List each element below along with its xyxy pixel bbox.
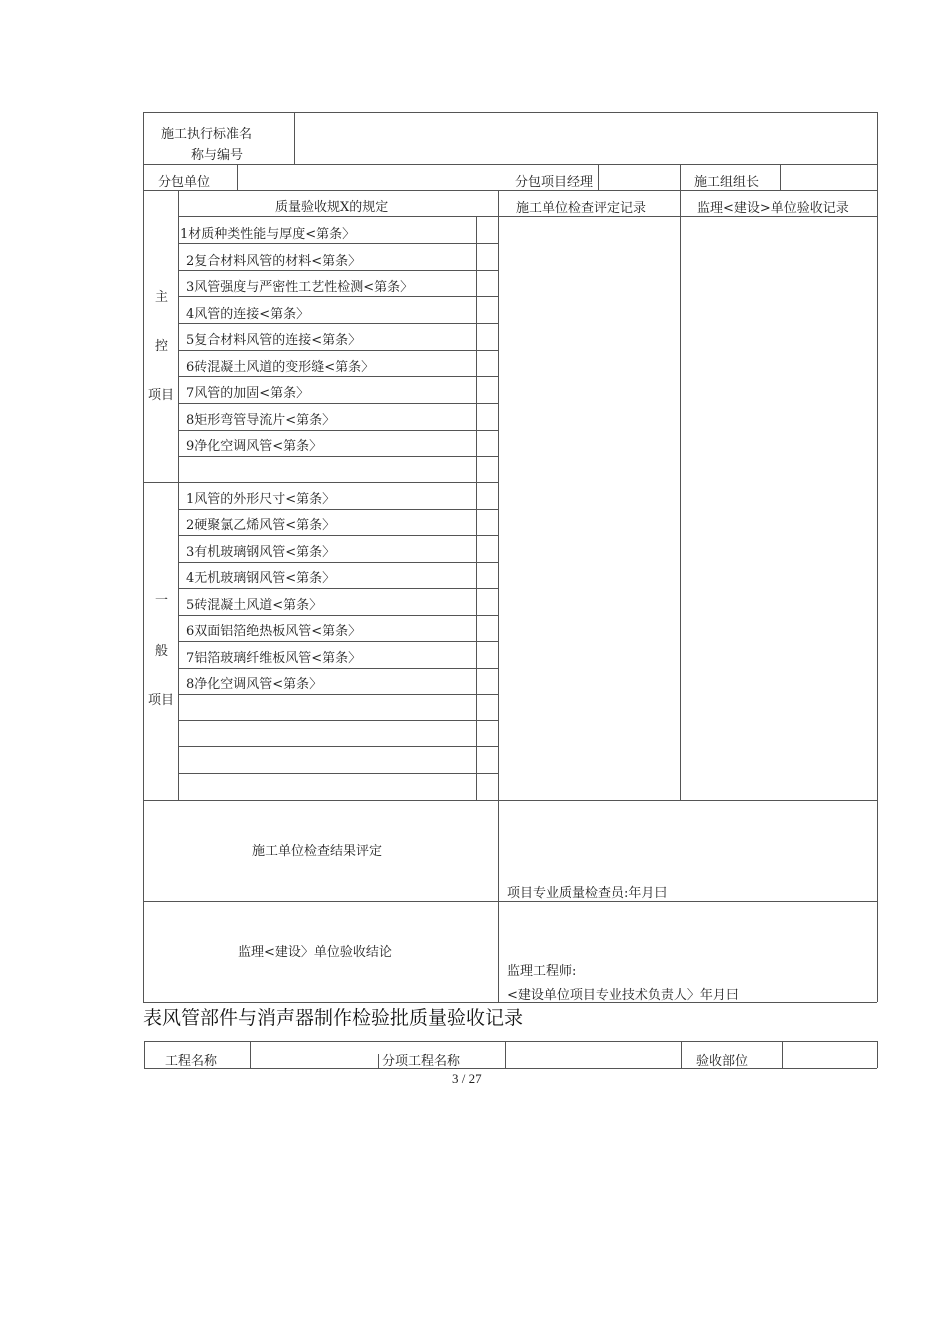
row-divider (178, 720, 498, 721)
row-divider (178, 615, 498, 616)
row-divider (178, 773, 498, 774)
main-control-label-1: 主 (155, 290, 169, 305)
row-divider (178, 694, 498, 695)
row-divider (178, 562, 498, 563)
general-item: 1风管的外形尺寸<第条〉 (186, 492, 336, 507)
row-divider (178, 270, 498, 271)
acceptance-part-label: 验收部位 (696, 1054, 749, 1069)
sub-pm-label: 分包项目经理 (515, 175, 594, 190)
row-divider (143, 190, 877, 191)
row-divider (178, 509, 498, 510)
col-divider (476, 216, 477, 800)
page-number: 3 / 27 (452, 1071, 482, 1086)
main-control-item: 9净化空调风管<第条〉 (186, 439, 323, 454)
row-divider (178, 588, 498, 589)
main-control-label-3: 项目 (148, 388, 175, 403)
col-divider (294, 112, 295, 164)
next-table-top-border (144, 1041, 877, 1042)
main-control-label-2: 控 (155, 339, 169, 354)
col-divider (680, 190, 681, 800)
general-item: 6双面铝箔绝热板风管<第条〉 (186, 624, 362, 639)
row-divider (178, 746, 498, 747)
row-divider (178, 668, 498, 669)
contractor-result-label: 施工单位检查结果评定 (252, 844, 383, 859)
table-top-border (143, 112, 877, 113)
supervising-engineer-sign: 监理工程师: (507, 964, 577, 979)
standard-label: 施工执行标准名 (161, 127, 253, 142)
supervisor-record-header: 监理<建设>单位验收记录 (697, 201, 849, 216)
table-right-border (877, 112, 878, 1002)
row-divider (143, 800, 877, 801)
col-divider (680, 164, 681, 190)
col-divider (782, 1041, 783, 1068)
main-control-item: 6砖混凝土风道的变形缝<第条〉 (186, 360, 375, 375)
row-divider (178, 641, 498, 642)
col-divider (237, 164, 238, 190)
main-control-item: 7风管的加固<第条〉 (186, 386, 310, 401)
row-divider (178, 296, 498, 297)
main-control-item: 1材质种类性能与厚度<第条〉 (180, 227, 356, 242)
col-divider (681, 1041, 682, 1068)
col-divider (505, 1041, 506, 1068)
contractor-record-header: 施工单位检查评定记录 (516, 201, 647, 216)
row-divider (178, 323, 498, 324)
team-leader-label: 施工组组长 (694, 175, 760, 190)
general-item: 2硬聚氯乙烯风管<第条〉 (186, 518, 336, 533)
general-label-1: 一 (155, 593, 169, 608)
col-divider (378, 1054, 379, 1068)
supervisor-conclusion-label: 监理<建设〉单位验收结论 (238, 945, 392, 960)
general-label-2: 般 (155, 644, 169, 659)
main-control-item: 2复合材料风管的材料<第条〉 (186, 254, 362, 269)
col-divider (780, 164, 781, 190)
col-divider (178, 190, 179, 800)
next-table-border (144, 1041, 145, 1068)
row-divider (178, 350, 498, 351)
general-item: 4无机玻璃钢风管<第条〉 (186, 571, 336, 586)
main-control-item: 8矩形弯管导流片<第条〉 (186, 413, 336, 428)
row-divider (178, 535, 498, 536)
general-item: 5砖混凝土风道<第条〉 (186, 598, 323, 613)
general-item: 7铝箔玻璃纤维板风管<第条〉 (186, 651, 362, 666)
row-divider (143, 164, 877, 165)
owner-representative-sign: <建设单位项目专业技术负责人〉年月曰 (507, 988, 739, 1003)
row-divider (178, 403, 498, 404)
section-divider (143, 482, 498, 483)
row-divider (178, 243, 498, 244)
main-control-item: 3风管强度与严密性工艺性检测<第条〉 (186, 280, 414, 295)
next-table-border (877, 1041, 878, 1068)
standard-label-cont: 称与编号 (191, 148, 244, 163)
next-table-bottom-border (144, 1068, 877, 1069)
row-divider (143, 901, 877, 902)
general-item: 3有机玻璃钢风管<第条〉 (186, 545, 336, 560)
spec-column-header: 质量验收规X的规定 (275, 200, 389, 215)
project-name-label: 工程名称 (165, 1054, 218, 1069)
quality-inspector-sign: 项目专业质量检查员:年月曰 (507, 886, 668, 901)
table-left-border (143, 112, 144, 1002)
row-divider (178, 376, 498, 377)
col-divider (250, 1041, 251, 1068)
col-divider (498, 190, 499, 1002)
main-control-item: 4风管的连接<第条〉 (186, 307, 310, 322)
row-divider (178, 430, 498, 431)
general-label-3: 项目 (148, 693, 175, 708)
subcontractor-label: 分包单位 (158, 175, 211, 190)
next-table-title: 表风管部件与消声器制作检验批质量验收记录 (143, 1007, 524, 1029)
col-divider (598, 164, 599, 190)
row-divider (178, 216, 877, 217)
general-item: 8净化空调风管<第条〉 (186, 677, 323, 692)
sub-project-name-label: 分项工程名称 (382, 1054, 461, 1069)
row-divider (178, 456, 498, 457)
main-control-item: 5复合材料风管的连接<第条〉 (186, 333, 362, 348)
